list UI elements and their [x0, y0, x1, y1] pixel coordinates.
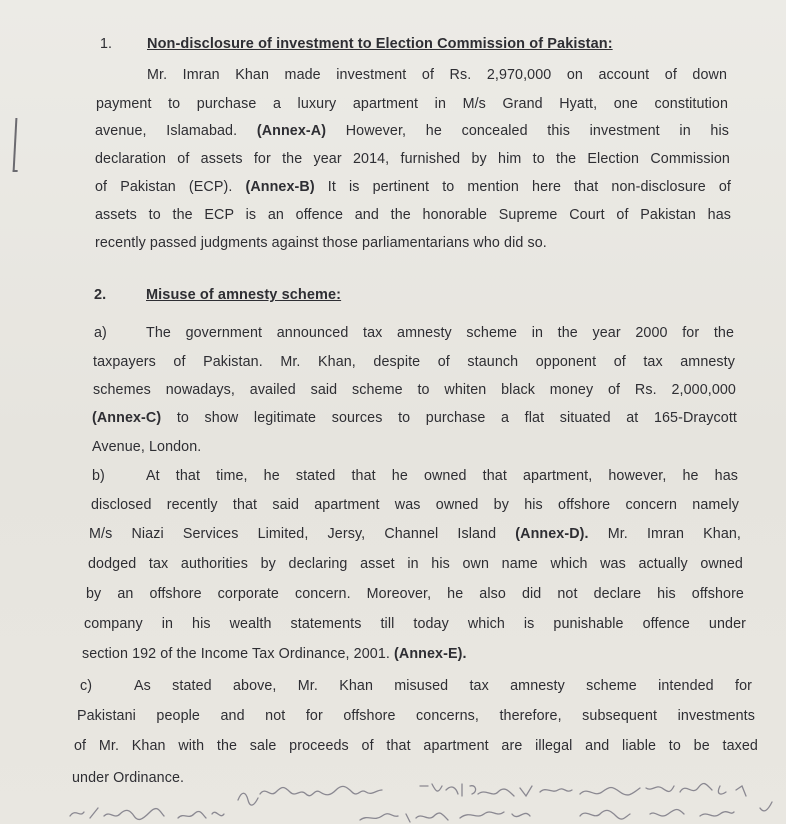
annex-c-ref: (Annex-C) [92, 410, 162, 426]
section-1-line: avenue, Islamabad. (Annex-A) However, he concealed this investment in his [95, 123, 729, 139]
section-1-line: payment to purchase a luxury apartment in M/s Grand Hyatt, one constitution [96, 96, 728, 112]
para-b-line: M/s Niazi Services Limited, Jersy, Channel Island (Annex-D). Mr. Imran Khan, [89, 526, 741, 542]
para-c-line: Pakistani people and not for offshore concerns, therefore, subsequent investments [77, 708, 755, 724]
para-a-label: a) [94, 325, 107, 341]
para-a-line: Avenue, London. [92, 439, 202, 455]
para-b-line: section 192 of the Income Tax Ordinance, 2001. (Annex-E). [82, 646, 467, 662]
para-b-line: disclosed recently that said apartment was owned by his offshore concern namely [91, 497, 739, 513]
annex-d-ref: (Annex-D). [515, 526, 589, 542]
section-1-line: declaration of assets for the year 2014, furnished by him to the Election Commission [95, 151, 730, 167]
section-1-line: recently passed judgments against those parliamentarians who did so. [95, 235, 547, 251]
para-b-line: company in his wealth statements till today which is punishable offence under [84, 616, 746, 632]
para-c-line: of Mr. Khan with the sale proceeds of that apartment are illegal and liable to be taxed [74, 738, 758, 754]
para-b-line: by an offshore corporate concern. Moreover, he also did not declare his offshore [86, 586, 744, 602]
section-1-number: 1. [100, 36, 113, 52]
para-b-line: At that time, he stated that he owned that apartment, however, he has [146, 468, 738, 484]
annex-a-ref: (Annex-A) [256, 123, 327, 139]
margin-bracket-mark [13, 118, 21, 172]
para-c-label: c) [80, 678, 93, 694]
handwritten-annotation [60, 780, 786, 824]
para-a-line: (Annex-C) to show legitimate sources to purchase a flat situated at 165-Draycott [92, 410, 737, 426]
para-a-line: schemes nowadays, availed said scheme to whiten black money of Rs. 2,000,000 [93, 382, 736, 398]
para-a-line: The government announced tax amnesty scheme in the year 2000 for the [146, 325, 734, 341]
section-1-line: of Pakistan (ECP). (Annex-B) It is pertinent to mention here that non-disclosure of [95, 179, 731, 195]
section-1-line: Mr. Imran Khan made investment of Rs. 2,970,000 on account of down [147, 67, 727, 83]
para-c-line: As stated above, Mr. Khan misused tax amnesty scheme intended for [134, 678, 752, 694]
annex-b-ref: (Annex-B) [245, 179, 315, 195]
section-2-heading: Misuse of amnesty scheme: [146, 287, 342, 303]
section-1-line: assets to the ECP is an offence and the honorable Supreme Court of Pakistan has [95, 207, 731, 223]
annex-e-ref: (Annex-E). [394, 646, 467, 662]
section-2-number: 2. [94, 287, 107, 303]
para-c-line: under Ordinance. [72, 770, 185, 786]
para-b-line: dodged tax authorities by declaring asset in his own name which was actually owned [88, 556, 743, 572]
section-1-heading: Non-disclosure of investment to Election Commission of Pakistan: [147, 36, 613, 52]
para-a-line: taxpayers of Pakistan. Mr. Khan, despite of staunch opponent of tax amnesty [93, 354, 735, 370]
para-b-label: b) [92, 468, 105, 484]
